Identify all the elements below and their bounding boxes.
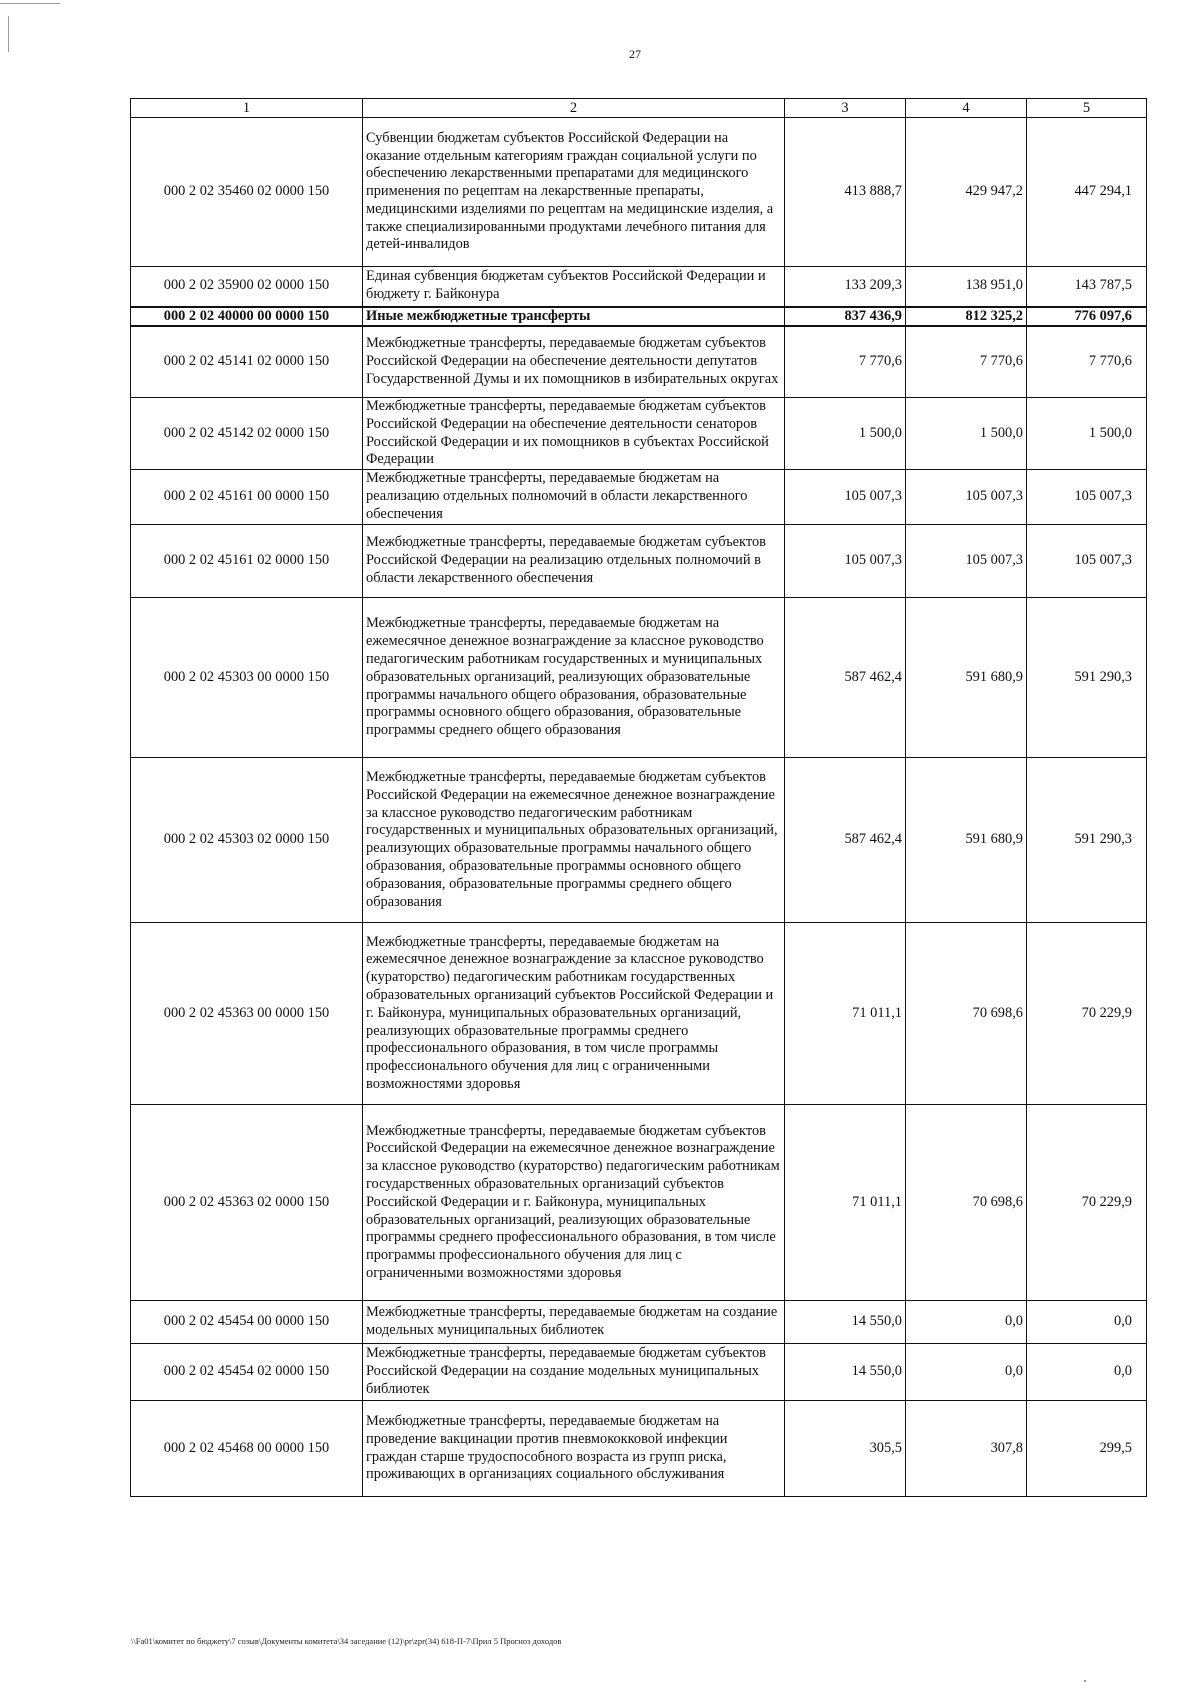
column-header-5: 5 [1027, 99, 1147, 118]
year3-value-cell: 70 229,9 [1027, 1105, 1147, 1301]
year1-value-cell: 1 500,0 [785, 398, 906, 470]
revenue-name-cell: Единая субвенция бюджетам субъектов Российской Федерации и бюджету г. Байконура [363, 267, 785, 307]
budget-code-cell: 000 2 02 45454 00 0000 150 [131, 1301, 363, 1344]
year1-value-cell: 587 462,4 [785, 758, 906, 923]
year3-value-cell: 7 770,6 [1027, 326, 1147, 398]
year3-value-cell: 591 290,3 [1027, 758, 1147, 923]
year2-value-cell: 591 680,9 [906, 758, 1027, 923]
year1-value-cell: 14 550,0 [785, 1344, 906, 1401]
year1-value-cell: 105 007,3 [785, 470, 906, 525]
revenue-name-cell: Межбюджетные трансферты, передаваемые бюджетам субъектов Российской Федерации на обеспечение деятельности депутатов Государственной Думы и их помощников в избирательных округах [363, 326, 785, 398]
year2-value-cell: 0,0 [906, 1301, 1027, 1344]
year2-value-cell: 1 500,0 [906, 398, 1027, 470]
table-row [131, 326, 1147, 398]
budget-code-cell: 000 2 02 35900 02 0000 150 [131, 267, 363, 307]
budget-code-cell: 000 2 02 45363 02 0000 150 [131, 1105, 363, 1301]
budget-revenue-table [130, 98, 1147, 1497]
budget-code-cell: 000 2 02 45303 00 0000 150 [131, 598, 363, 758]
year2-value-cell: 70 698,6 [906, 1105, 1027, 1301]
table-row [131, 1344, 1147, 1401]
table-row [131, 1301, 1147, 1344]
budget-code-cell: 000 2 02 35460 02 0000 150 [131, 118, 363, 267]
year2-value-cell: 591 680,9 [906, 598, 1027, 758]
year2-value-cell: 105 007,3 [906, 470, 1027, 525]
scan-artifact-left-edge [8, 16, 9, 52]
table-row [131, 118, 1147, 267]
year1-value-cell: 7 770,6 [785, 326, 906, 398]
table-row [131, 525, 1147, 598]
year1-value-cell: 14 550,0 [785, 1301, 906, 1344]
year3-value-cell: 105 007,3 [1027, 470, 1147, 525]
year1-value-cell: 71 011,1 [785, 923, 906, 1105]
year2-value-cell: 105 007,3 [906, 525, 1027, 598]
year2-value-cell: 70 698,6 [906, 923, 1027, 1105]
budget-code-cell: 000 2 02 45161 02 0000 150 [131, 525, 363, 598]
year1-value-cell: 71 011,1 [785, 1105, 906, 1301]
revenue-name-cell: Межбюджетные трансферты, передаваемые бюджетам субъектов Российской Федерации на обеспечение деятельности сенаторов Российской Федерации и их помощников в субъектах Российской Федерации [363, 398, 785, 470]
table-row [131, 307, 1147, 326]
revenue-name-cell: Межбюджетные трансферты, передаваемые бюджетам на реализацию отдельных полномочий в области лекарственного обеспечения [363, 470, 785, 525]
table-row [131, 1401, 1147, 1497]
year1-value-cell: 837 436,9 [785, 307, 906, 326]
year2-value-cell: 7 770,6 [906, 326, 1027, 398]
column-number-header-row [131, 99, 1147, 118]
column-header-4: 4 [906, 99, 1027, 118]
table-row [131, 598, 1147, 758]
table-row [131, 758, 1147, 923]
year3-value-cell: 591 290,3 [1027, 598, 1147, 758]
revenue-name-cell: Межбюджетные трансферты, передаваемые бюджетам на создание модельных муниципальных библиотек [363, 1301, 785, 1344]
year1-value-cell: 413 888,7 [785, 118, 906, 267]
column-header-2: 2 [363, 99, 785, 118]
year3-value-cell: 447 294,1 [1027, 118, 1147, 267]
budget-code-cell: 000 2 02 45142 02 0000 150 [131, 398, 363, 470]
year3-value-cell: 0,0 [1027, 1344, 1147, 1401]
page-number: 27 [629, 47, 641, 61]
year1-value-cell: 305,5 [785, 1401, 906, 1497]
table-row [131, 923, 1147, 1105]
year3-value-cell: 1 500,0 [1027, 398, 1147, 470]
year3-value-cell: 776 097,6 [1027, 307, 1147, 326]
revenue-name-cell: Межбюджетные трансферты, передаваемые бюджетам субъектов Российской Федерации на ежемесячное денежное вознаграждение за классное руководство (кураторство) педагогическим работникам государственных образовательных организаций субъектов Российской Федерации и г. Байконура, муниципальных образовательных организаций, реализующих образовательные программы среднего профессионального образования, в том числе программы профессионального обучения для лиц с ограниченными возможностями здоровья [363, 1105, 785, 1301]
year2-value-cell: 0,0 [906, 1344, 1027, 1401]
table-row [131, 267, 1147, 307]
year3-value-cell: 105 007,3 [1027, 525, 1147, 598]
revenue-name-cell: Межбюджетные трансферты, передаваемые бюджетам субъектов Российской Федерации на ежемесячное денежное вознаграждение за классное руководство педагогическим работникам государственных и муниципальных образовательных организаций, реализующих образовательные программы начального общего образования, образовательные программы основного общего образования, образовательные программы среднего общего образования [363, 758, 785, 923]
year3-value-cell: 299,5 [1027, 1401, 1147, 1497]
budget-code-cell: 000 2 02 45161 00 0000 150 [131, 470, 363, 525]
year2-value-cell: 429 947,2 [906, 118, 1027, 267]
file-path-footer: \\Fa01\комитет по бюджету\7 созыв\Документы комитета\34 заседание (12)\pr\zpr(34) 618-П-7\Прил 5 Прогноз доходов [131, 1636, 562, 1646]
year2-value-cell: 307,8 [906, 1401, 1027, 1497]
table-row [131, 398, 1147, 470]
revenue-name-cell: Иные межбюджетные трансферты [363, 307, 785, 326]
table-row [131, 470, 1147, 525]
revenue-name-cell: Межбюджетные трансферты, передаваемые бюджетам на ежемесячное денежное вознаграждение за классное руководство педагогическим работникам государственных и муниципальных образовательных организаций, реализующих образовательные программы начального общего образования, образовательные программы основного общего образования, образовательные программы среднего общего образования [363, 598, 785, 758]
budget-code-cell: 000 2 02 45141 02 0000 150 [131, 326, 363, 398]
year3-value-cell: 0,0 [1027, 1301, 1147, 1344]
revenue-name-cell: Межбюджетные трансферты, передаваемые бюджетам на ежемесячное денежное вознаграждение за классное руководство (кураторство) педагогическим работникам государственных образовательных организаций субъектов Российской Федерации и г. Байконура, муниципальных образовательных организаций, реализующих образовательные программы среднего профессионального образования, в том числе программы профессионального обучения для лиц с ограниченными возможностями здоровья [363, 923, 785, 1105]
year2-value-cell: 138 951,0 [906, 267, 1027, 307]
year2-value-cell: 812 325,2 [906, 307, 1027, 326]
table-row [131, 1105, 1147, 1301]
budget-code-cell: 000 2 02 45303 02 0000 150 [131, 758, 363, 923]
column-header-3: 3 [785, 99, 906, 118]
budget-code-cell: 000 2 02 45468 00 0000 150 [131, 1401, 363, 1497]
revenue-name-cell: Межбюджетные трансферты, передаваемые бюджетам субъектов Российской Федерации на реализацию отдельных полномочий в области лекарственного обеспечения [363, 525, 785, 598]
column-header-1: 1 [131, 99, 363, 118]
year1-value-cell: 587 462,4 [785, 598, 906, 758]
year3-value-cell: 70 229,9 [1027, 923, 1147, 1105]
scan-artifact-dot [1084, 1680, 1086, 1682]
budget-code-cell: 000 2 02 40000 00 0000 150 [131, 307, 363, 326]
scan-artifact-top-line [0, 3, 60, 4]
budget-code-cell: 000 2 02 45363 00 0000 150 [131, 923, 363, 1105]
year1-value-cell: 133 209,3 [785, 267, 906, 307]
revenue-name-cell: Субвенции бюджетам субъектов Российской Федерации на оказание отдельным категориям граждан социальной услуги по обеспечению лекарственными препаратами для медицинского применения по рецептам на лекарственные препараты, медицинскими изделиями по рецептам на медицинские изделия, а также специализированными продуктами лечебного питания для детей-инвалидов [363, 118, 785, 267]
budget-code-cell: 000 2 02 45454 02 0000 150 [131, 1344, 363, 1401]
year1-value-cell: 105 007,3 [785, 525, 906, 598]
revenue-name-cell: Межбюджетные трансферты, передаваемые бюджетам на проведение вакцинации против пневмококковой инфекции граждан старше трудоспособного возраста из групп риска, проживающих в организациях социального обслуживания [363, 1401, 785, 1497]
revenue-name-cell: Межбюджетные трансферты, передаваемые бюджетам субъектов Российской Федерации на создание модельных муниципальных библиотек [363, 1344, 785, 1401]
year3-value-cell: 143 787,5 [1027, 267, 1147, 307]
